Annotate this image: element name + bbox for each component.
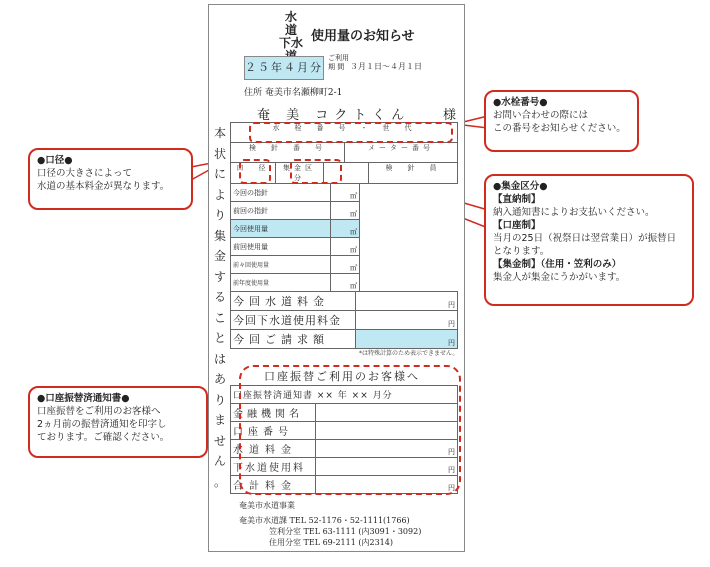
reading-row: [231, 220, 360, 238]
callout-line: お問い合わせの際には: [493, 110, 589, 121]
vchar: ま: [213, 413, 226, 427]
item-head: 【集金制】（住用・笠利のみ）: [493, 259, 622, 270]
charge-unit: 円: [356, 311, 458, 330]
callout-diameter: [28, 148, 193, 210]
vchar: こ: [213, 310, 226, 325]
callout-line: 水道の基本料金が異なります。: [37, 181, 170, 192]
callout-title: ●集金区分●: [493, 181, 548, 192]
charge-label: 今回下水道使用料金: [231, 311, 356, 330]
meter-number-highlight: [249, 122, 453, 143]
reading-label: 今回使用量: [231, 220, 331, 238]
collection-type-header: 集金区分: [276, 163, 324, 184]
reading-unit: ㎥: [330, 202, 359, 220]
reading-unit: ㎥: [330, 220, 359, 238]
transfer-label: 下水道使用料: [231, 458, 316, 476]
title-line-1: 水 道: [284, 10, 310, 37]
special-calc-note: *は特殊計算のため表示できません。: [359, 350, 459, 357]
vchar: 本: [213, 126, 226, 140]
item-head: 【口座制】: [493, 220, 541, 231]
vchar: る: [213, 290, 226, 304]
usage-notice: [208, 4, 465, 552]
charge-row: [231, 311, 458, 330]
vchar: よ: [213, 187, 226, 202]
vchar: 状: [213, 146, 226, 161]
charge-label: 今回ご請求額: [231, 330, 356, 349]
transfer-label: 合計料金: [231, 476, 316, 494]
callout-title: ●口座振替済通知書●: [37, 393, 130, 404]
callout-collection-type: [484, 174, 694, 306]
period-label: ご利用期 間: [328, 54, 349, 71]
meter-no-header: 水 栓 番 号 ・ 世 代: [231, 123, 458, 143]
customer-address: 住所 奄美市名瀬柳町2-1: [244, 88, 343, 98]
title-rest: 使用量のお知らせ: [311, 29, 415, 44]
reading-row: [231, 184, 360, 202]
reading-label: 今回の指針: [231, 184, 331, 202]
callout-line: ております。ご確認ください。: [37, 432, 170, 443]
callout-line: 口径の大きさによって: [37, 168, 133, 179]
reading-row: [231, 202, 360, 220]
charges-table: [230, 291, 458, 349]
vchar: 集: [213, 228, 226, 243]
vchar: 金: [213, 249, 226, 263]
vchar: り: [213, 392, 226, 407]
customer-name: 奄 美 コクトくん: [257, 108, 411, 123]
footer-org: 奄美市水道事業: [239, 501, 295, 510]
reading-label: 前年度使用量: [231, 274, 331, 292]
vchar: と: [213, 331, 226, 345]
vchar: は: [213, 351, 226, 366]
callout-title: ●口径●: [37, 155, 73, 166]
diameter-highlight: [239, 159, 271, 184]
charge-row: [231, 330, 458, 349]
collection-highlight: [290, 159, 342, 184]
callout-meter-number: [484, 90, 639, 152]
vchar: あ: [213, 372, 226, 386]
reading-label: 前回使用量: [231, 238, 331, 256]
vchar: ん: [213, 454, 226, 468]
callout-title: ●水栓番号●: [493, 97, 548, 108]
charge-unit: 円: [356, 292, 458, 311]
reading-row: [231, 274, 360, 292]
period-value: ３月１日～４月１日: [350, 62, 422, 71]
transfer-notice: 口座振替済通知書 ×× 年 ×× 月分: [231, 386, 458, 404]
meter-model-header: メーター番号: [345, 143, 458, 163]
title-line-2: 下水: [278, 36, 303, 50]
reading-label: 前回の指針: [231, 202, 331, 220]
charge-label: 今回水道料金: [231, 292, 356, 311]
transfer-unit: 円: [316, 440, 458, 458]
vchar: 。: [213, 474, 226, 489]
callout-line: 2ヵ月前の振替済通知を印字し: [37, 419, 167, 430]
billing-month: ２５年４月分: [244, 56, 324, 80]
transfer-label: 水道料金: [231, 440, 316, 458]
footer-line: 笠利分室 TEL 63-1111 (内3091・3092): [269, 527, 422, 536]
vertical-notice: [212, 123, 228, 492]
reading-unit: ㎥: [330, 238, 359, 256]
item-head: 【直納制】: [493, 194, 541, 205]
transfer-label: 口座番号: [231, 422, 316, 440]
reading-no-header: 検 針 番 号: [231, 143, 345, 163]
item-text: 納入通知書によりお支払いください。: [493, 207, 655, 218]
reading-unit: ㎥: [330, 256, 359, 274]
footer-line: 住用分室 TEL 69-2111 (内2314): [269, 538, 393, 547]
readings-table: [230, 183, 360, 292]
vchar: せ: [213, 433, 226, 448]
item-text: 当月の25日（祝祭日は翌営業日）が振替日となります。: [493, 233, 677, 257]
vchar: す: [213, 269, 226, 284]
transfer-highlight: [239, 365, 461, 495]
reading-unit: ㎥: [330, 184, 359, 202]
transfer-title: 口座振替ご利用のお客様へ: [264, 370, 420, 383]
item-text: 集金人が集金にうかがいます。: [493, 272, 626, 283]
diameter-header: 口 径: [231, 163, 276, 184]
callout-line: 口座振替をご利用のお客様へ: [37, 406, 161, 417]
charge-unit: 円: [356, 330, 458, 349]
charge-row: [231, 292, 458, 311]
reader-header: 検 針 員: [369, 163, 458, 184]
transfer-label: 金融機関名: [231, 404, 316, 422]
transfer-unit: 円: [316, 458, 458, 476]
reading-row: [231, 256, 360, 274]
reading-row: [231, 238, 360, 256]
vchar: り: [213, 208, 226, 222]
callout-transfer-notice: [28, 386, 208, 458]
honorific: 様: [442, 108, 456, 123]
vchar: に: [213, 167, 226, 181]
reading-label: 前々回使用量: [231, 256, 331, 274]
transfer-unit: 円: [316, 476, 458, 494]
reading-unit: ㎥: [330, 274, 359, 292]
callout-line: この番号をお知らせください。: [493, 123, 626, 134]
footer-line: 奄美市水道課 TEL 52-1176・52-1111(1766): [239, 516, 410, 525]
